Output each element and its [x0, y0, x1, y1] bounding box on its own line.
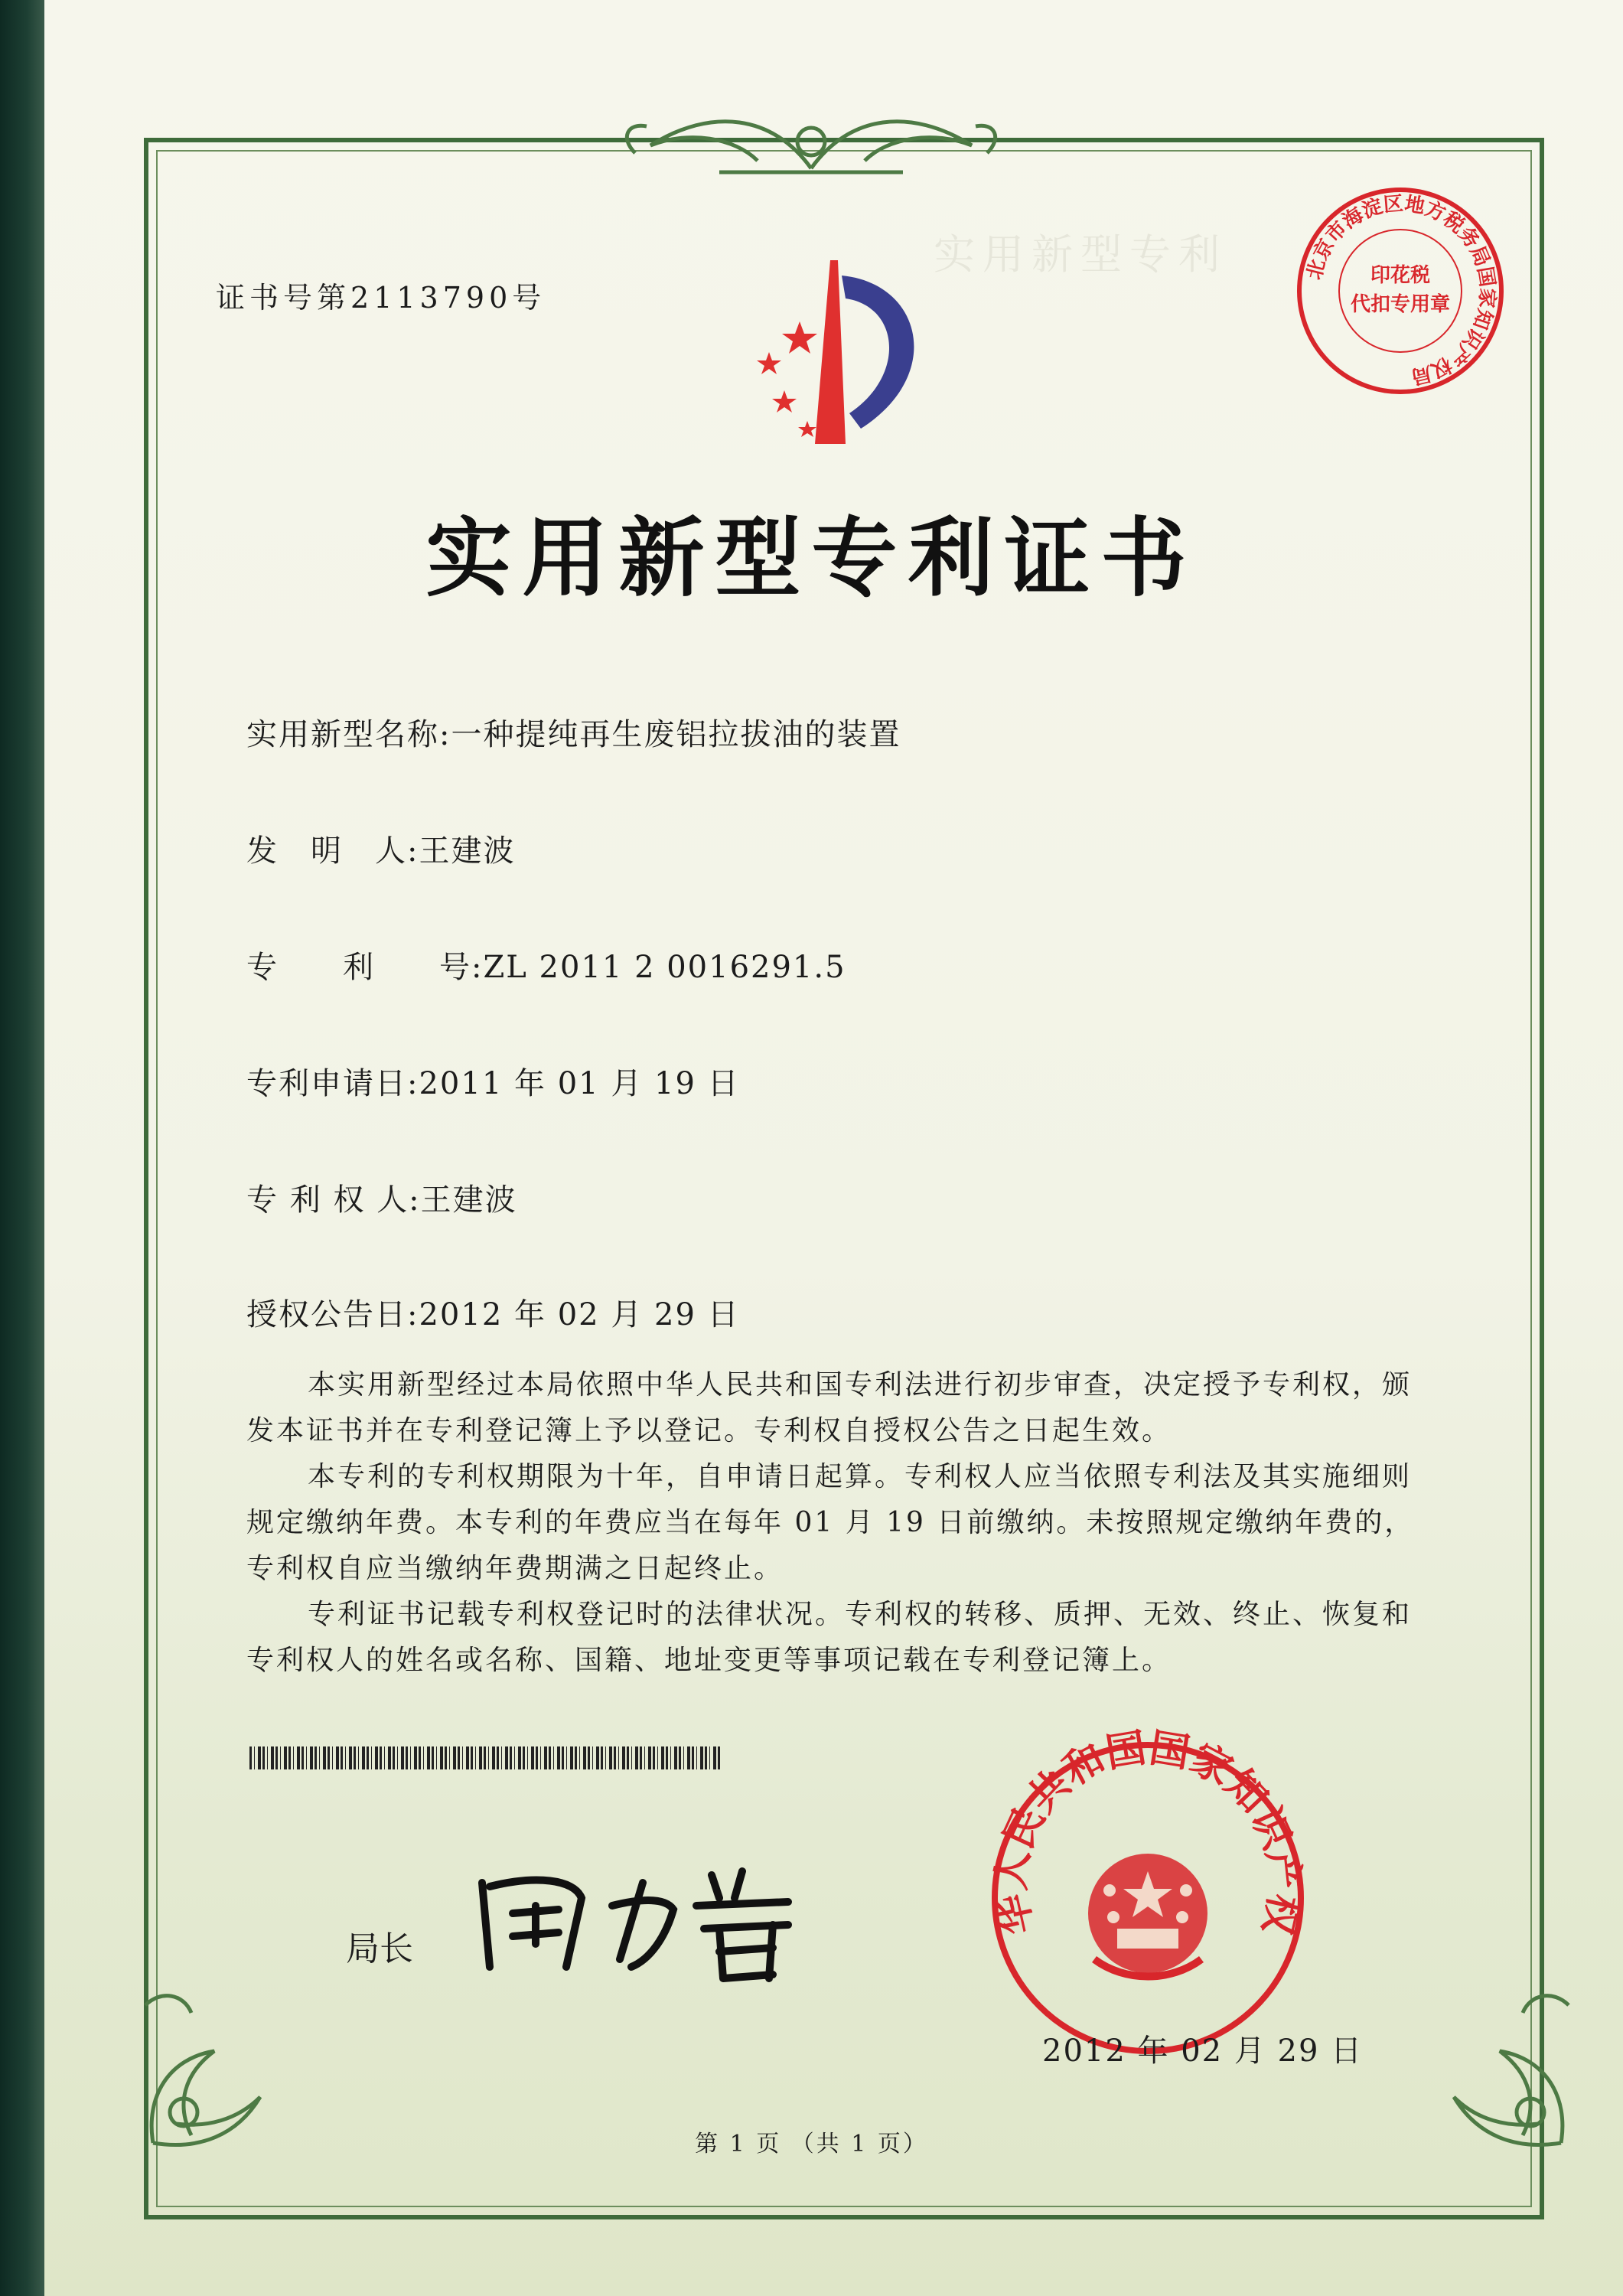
director-signature	[467, 1852, 819, 1990]
certificate-title: 实用新型专利证书	[425, 509, 1198, 608]
barcode	[249, 1746, 721, 1769]
field-utility-model-name: 实用新型名称:一种提纯再生废铝拉拔油的装置	[246, 717, 901, 752]
watermark: 实用新型专利	[934, 230, 1227, 279]
svg-text:北京市海淀区地方税务局国家知识产权局	[1303, 192, 1499, 388]
page-number: 第 1 页 （共 1 页）	[695, 2131, 928, 2157]
national-emblem-icon	[1088, 1854, 1207, 1977]
field-patentee: 专 利 权 人:王建波	[246, 1182, 517, 1218]
tax-stamp-outer-text: 北京市海淀区地方税务局国家知识产权局	[1302, 192, 1499, 389]
official-seal-text: 中华人民共和国国家知识产权局	[966, 1701, 1308, 1939]
field-application-date: 专利申请日:2011 年 01 月 19 日	[246, 1066, 740, 1101]
field-patent-number: 专 利 号:ZL 2011 2 0016291.5	[246, 950, 846, 985]
tax-stamp-seal	[1293, 184, 1507, 398]
paragraph: 本实用新型经过本局依照中华人民共和国专利法进行初步审查，决定授予专利权，颁发本证书并在专利登记簿上予以登记。专利权自授权公告之日起生效。	[246, 1369, 1413, 1446]
field-inventor: 发 明 人:王建波	[246, 833, 516, 869]
sipo-logo-icon	[723, 253, 968, 452]
director-name: 田力普	[467, 1852, 469, 1853]
official-seal	[966, 1701, 1309, 2059]
certificate-number: 证书号第2113790号	[216, 281, 546, 315]
signature-date: 2012 年 02 月 29 日	[1042, 2033, 1364, 2069]
certificate-body	[246, 1362, 1425, 1684]
tax-stamp-center-line1: 印花税	[1370, 264, 1431, 287]
binding-edge	[0, 0, 44, 2296]
top-ornament-icon	[605, 99, 1018, 184]
paragraph: 专利证书记载专利权登记时的法律状况。专利权的转移、质押、无效、终止、恢复和专利权人的姓名或名称、国籍、地址变更等事项记载在专利登记簿上。	[246, 1599, 1413, 1676]
paragraph: 本专利的专利权期限为十年，自申请日起算。专利权人应当依照专利法及其实施细则规定缴纳年费。本专利的年费应当在每年 01 月 19 日前缴纳。未按照规定缴纳年费的，专利权自应当缴纳年费期满之日起终止。	[246, 1461, 1415, 1584]
tax-stamp-center-line2: 代扣专用章	[1350, 293, 1451, 316]
field-grant-date: 授权公告日:2012 年 02 月 29 日	[246, 1297, 740, 1332]
director-label: 局长	[346, 1929, 413, 1968]
